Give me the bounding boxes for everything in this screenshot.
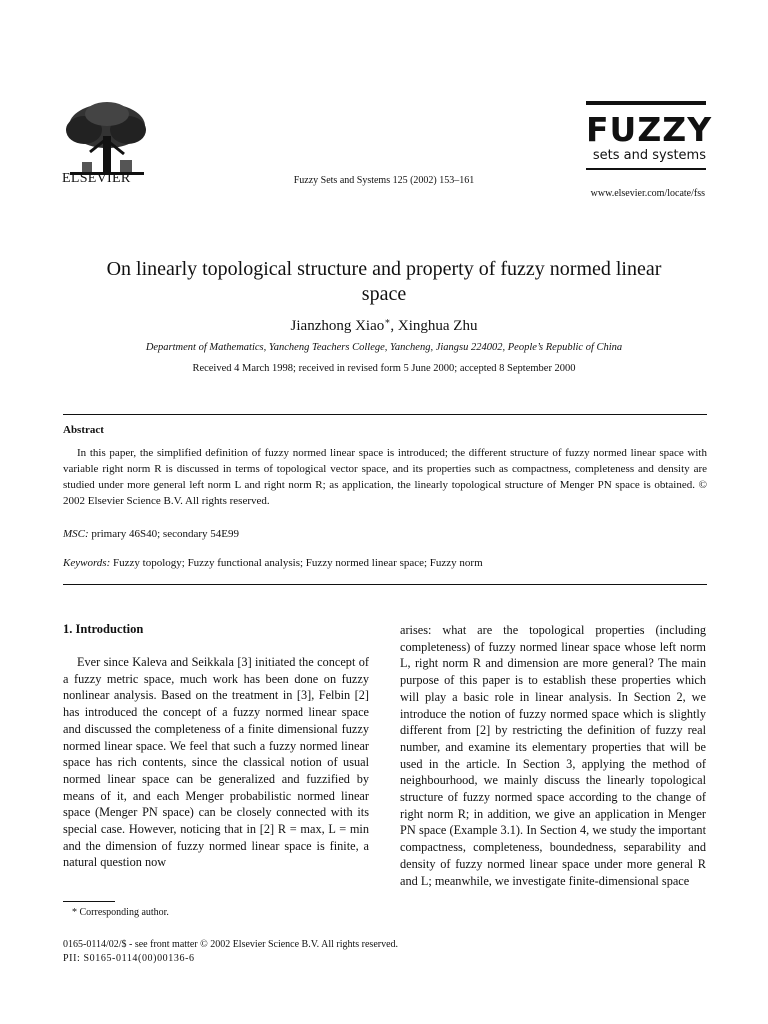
keywords [63, 557, 483, 569]
author-list [0, 316, 768, 335]
corresponding-author-mark[interactable]: ∗ [384, 316, 391, 326]
author-affiliation: Department of Mathematics, Yancheng Teachers College, Yancheng, Jiangsu 224002, People’s Republic of China [145, 342, 623, 353]
author-name: Jianzhong Xiao [290, 318, 385, 334]
publisher-name: ELSEVIER [62, 171, 131, 186]
abstract-text: In this paper, the simplified definition of fuzzy normed linear space is introduced; the different structure of fuzzy normed linear space with variable right norm R is discussed in terms of topological vector space, and its properties such as compactness, completeness and density are studied under more general left norm L and right norm R; as application, the linearly topological structure of Menger PN space is obtained. © 2002 Elsevier Science B.V. All rights reserved. [63, 447, 707, 507]
msc-value: primary 46S40; secondary 54E99 [88, 528, 239, 540]
footnote-rule [63, 901, 115, 902]
corresponding-author-footnote: * Corresponding author. [72, 907, 169, 918]
abstract-top-rule [63, 414, 707, 415]
journal-brand-logo: FUZZY [586, 110, 713, 149]
abstract-heading: Abstract [63, 424, 104, 436]
keywords-value: Fuzzy topology; Fuzzy functional analysis; Fuzzy normed linear space; Fuzzy norm [110, 557, 483, 569]
keywords-label: Keywords: [63, 557, 111, 569]
journal-brand-subtitle: sets and systems [592, 148, 706, 163]
left-column-text: Ever since Kaleva and Seikkala [3] initiated the concept of a fuzzy metric space, much work has been done on fuzzy nonlinear analysis. Based on the treatment in [3], Felbin [2] has introduced the concept of a fuzzy normed linear space and discussed the completeness of a finite dimensional fuzzy normed linear space. We feel that such a fuzzy normed linear space has rich contents, since the classical notion of usual normed linear space can be generalized and fuzzified by means of it, and each Menger probabilistic normed linear space (Menger PN space) can be closely connected with its special case. However, noticing that in [2] R = max, L = min and the dimension of fuzzy normed linear space is finite, a natural question now [63, 655, 369, 870]
abstract-bottom-rule [63, 584, 707, 585]
brand-bottom-rule [586, 168, 706, 170]
msc-label: MSC: [63, 528, 89, 540]
journal-url-link[interactable]: www.elsevier.com/locate/fss [590, 188, 705, 199]
copyright-line: 0165-0114/02/$ - see front matter © 2002 Elsevier Science B.V. All rights reserved. [63, 939, 399, 950]
article-title: On linearly topological structure and property of fuzzy normed linear space [106, 258, 662, 305]
received-dates: Received 4 March 1998; received in revised form 5 June 2000; accepted 8 September 2000 [192, 363, 576, 374]
author-name: , Xinghua Zhu [390, 318, 478, 334]
section-heading-introduction: 1. Introduction [63, 622, 144, 636]
journal-reference: Fuzzy Sets and Systems 125 (2002) 153–161 [293, 175, 475, 186]
msc-classification [63, 528, 239, 540]
right-column-text: arises: what are the topological properties (including completeness) of fuzzy normed linear space whose left norm L, right norm R and dimension are more general? The main purpose of this paper is to establish these properties which will play a basic role in linear analysis. In Section 2, we introduce the notion of fuzzy normed space which is slightly different from [2] by restricting the definition of fuzzy real number, and examine its elementary properties that will be used in the article. In Section 3, applying the method of neighbourhood, we mainly discuss the linearly topological structure of fuzzy normed space according to the change of right norm R; in addition, we give an application in Menger PN space (Example 3.1). In Section 4, we study the important compactness, completeness, boundedness, separability and density of fuzzy normed linear space under more general R and L; meanwhile, we investigate finite-dimensional space [400, 623, 706, 888]
pii-line: PII: S0165-0114(00)00136-6 [63, 953, 195, 964]
brand-top-rule [586, 101, 706, 105]
